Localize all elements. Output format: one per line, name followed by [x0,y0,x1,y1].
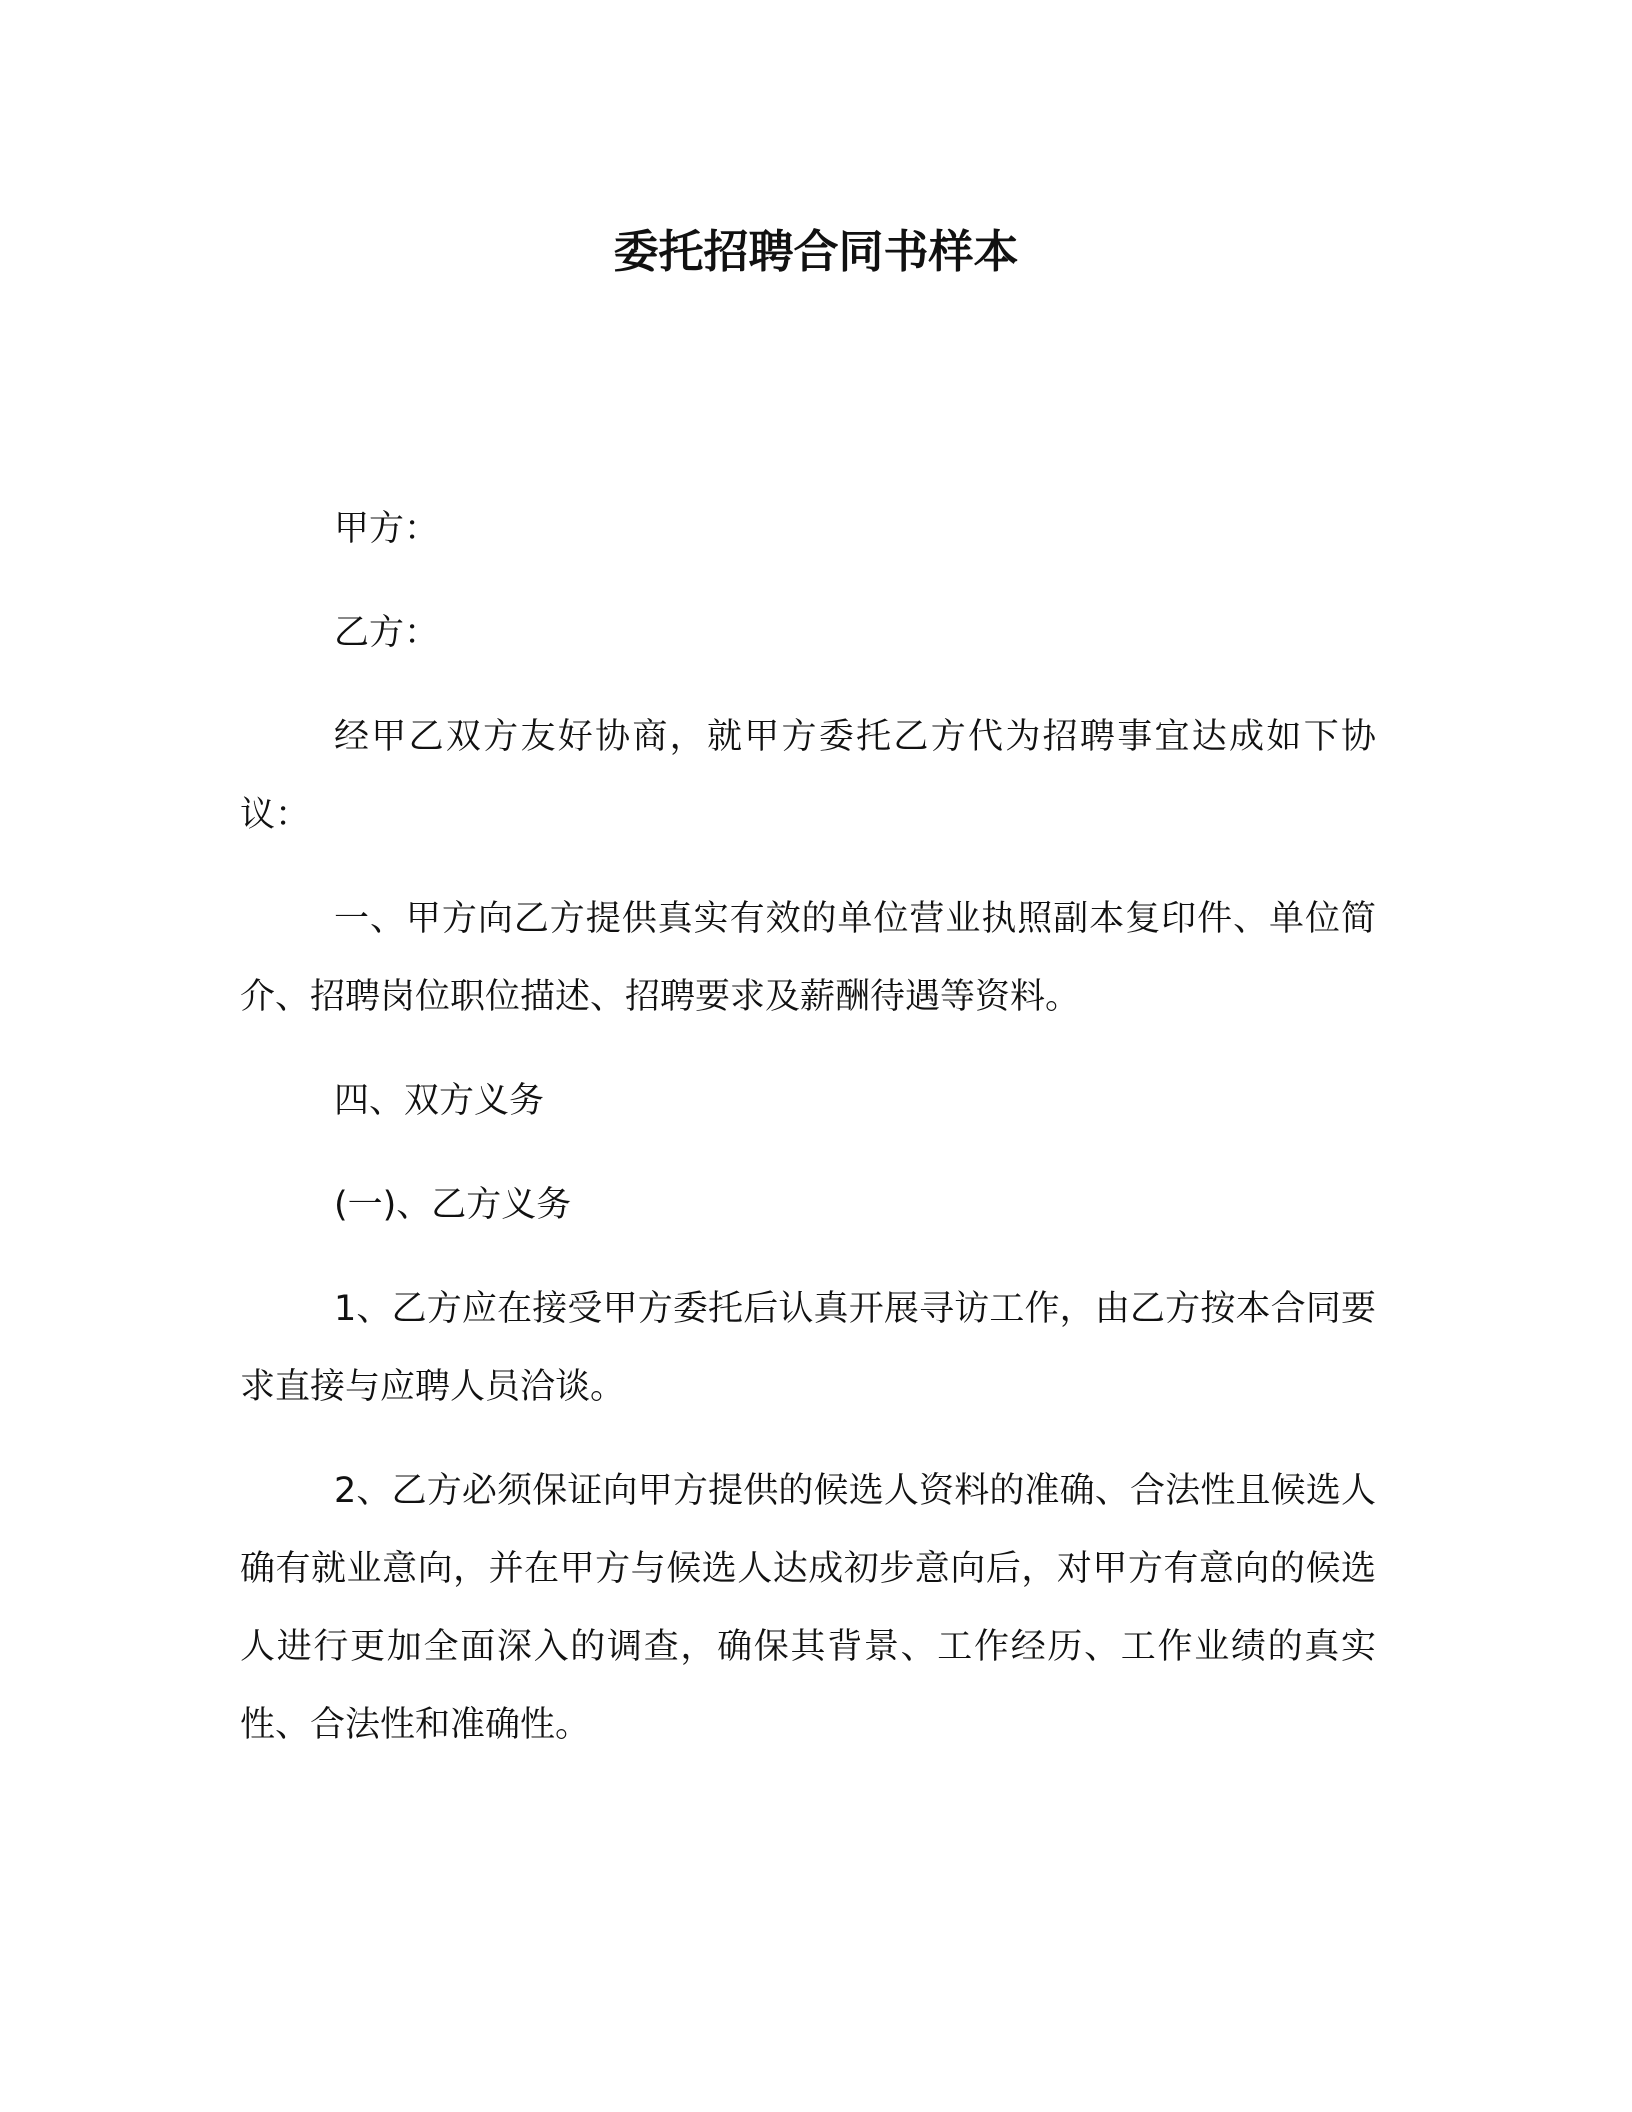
item-1-paragraph: 1、乙方应在接受甲方委托后认真开展寻访工作，由乙方按本合同要求直接与应聘人员洽谈。 [240,1289,1376,1407]
party-a-line: 甲方： [334,509,440,549]
document-title: 委托招聘合同书样本 [613,225,1019,278]
intro-paragraph: 经甲乙双方友好协商，就甲方委托乙方代为招聘事宜达成如下协议： [240,717,1376,835]
party-b-line: 乙方： [334,613,440,653]
subsection-1-heading: (一)、乙方义务 [334,1185,572,1225]
item-2-paragraph: 2、乙方必须保证向甲方提供的候选人资料的准确、合法性且候选人确有就业意向，并在甲方与候选人达成初步意向后，对甲方有意向的候选人进行更加全面深入的调查，确保其背景、工作经历、工作业绩的真实性、合法性和准确性。 [240,1471,1376,1745]
document-body [240,490,1376,1790]
clause-1-paragraph: 一、甲方向乙方提供真实有效的单位营业执照副本复印件、单位简介、招聘岗位职位描述、招聘要求及薪酬待遇等资料。 [240,899,1376,1017]
section-4-heading: 四、双方义务 [334,1081,545,1121]
